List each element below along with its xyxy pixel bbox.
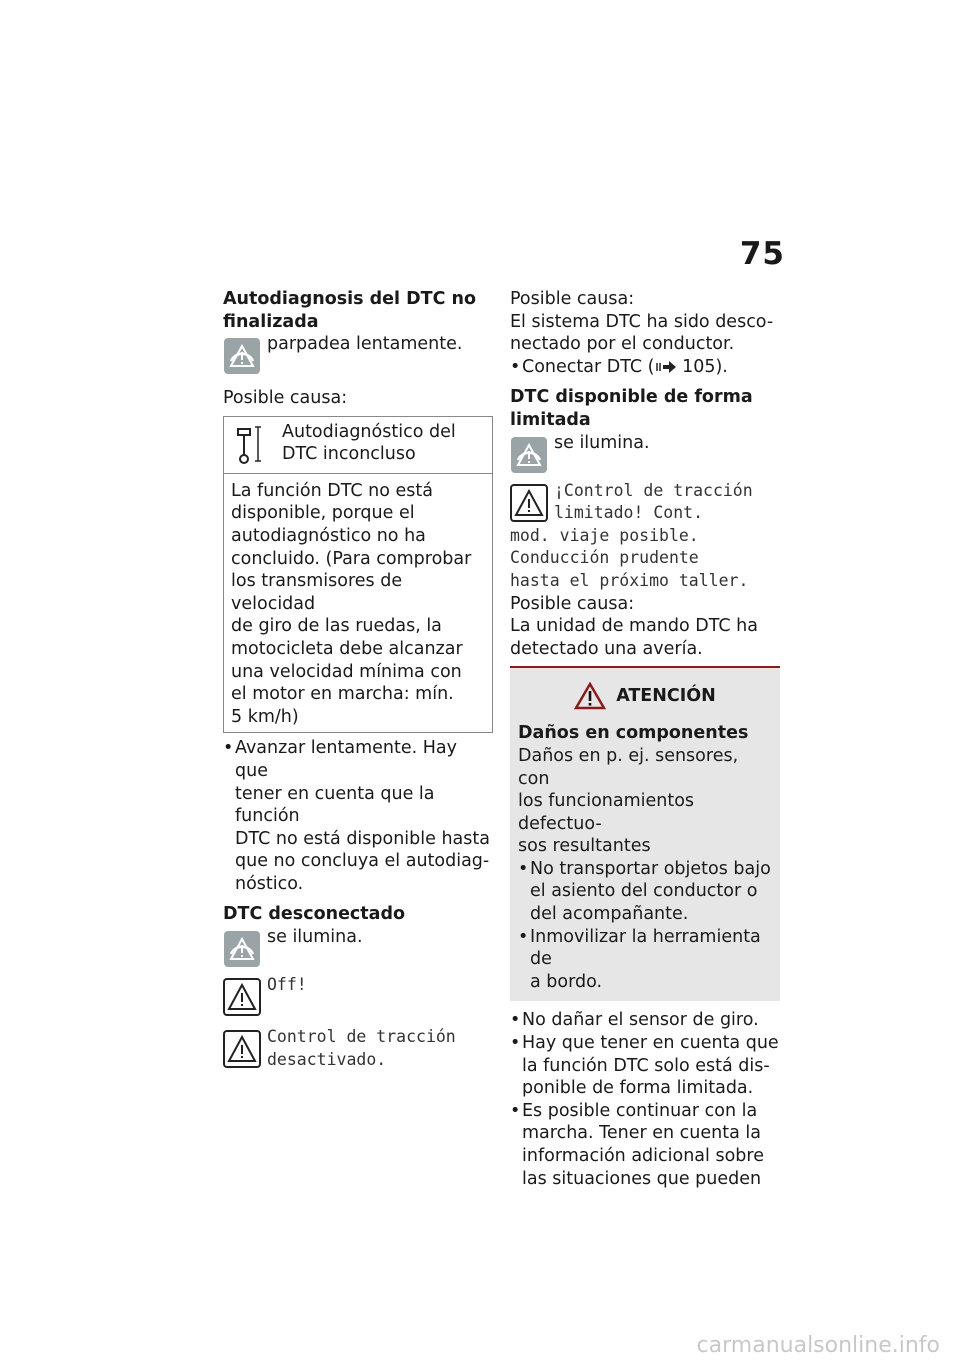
list-item-line: tener en cuenta que la función [235,783,435,827]
display-off-row [223,974,493,1018]
bullet-list [510,356,780,379]
display-line: desactivado. [267,1049,387,1069]
info-box-body [224,474,492,733]
dtc-blink-row [223,333,493,373]
list-item [510,1009,780,1032]
list-item-line: • No transportar objetos bajo [530,858,771,879]
info-box-line: motocicleta debe alcanzar [231,638,463,659]
heading-line: limitada [510,409,591,430]
list-item-line: • Avanzar lentamente. Hay que [235,738,457,781]
list-item [510,1100,780,1190]
info-box-line: autodiagnóstico no ha [231,525,426,546]
list-item [510,1032,780,1100]
warning-line: Daños en p. ej. sensores, con [518,745,739,789]
list-item-line: a bordo. [530,971,603,992]
warning-title [518,682,772,710]
display-line: hasta el próximo taller. [510,570,749,590]
display-line: Control de tracción [267,1027,456,1047]
heading-autodiagnosis [223,288,493,333]
cause-text [510,615,780,660]
warning-subtitle: Daños en componentes [518,723,749,744]
display-limited-row [510,480,780,593]
list-item-line: la función DTC solo está dis- [522,1055,770,1076]
cause-label: Posible causa: [510,593,635,614]
display-text-deactivated [223,1026,493,1071]
cause-line: El sistema DTC ha sido desco- [510,311,774,332]
service-tool-icon [236,423,266,465]
cause-label: Posible causa: [223,388,348,409]
heading-line: DTC disponible de forma [510,387,753,408]
list-item-line: • Inmovilizar la herramienta de [530,926,761,970]
page-reference: 105). [676,356,728,377]
info-box-line: 5 km/h) [231,706,299,727]
dtc-warning-lamp-icon [510,436,548,474]
warning-list [518,858,772,994]
heading-line: Autodiagnosis del DTC no [223,289,477,309]
info-box-title-line: DTC inconcluso [282,444,416,465]
lit-text: se ilumina. [554,432,650,453]
cause-text [510,311,780,356]
list-item [518,926,772,994]
info-box-header [224,417,492,474]
display-line: Conducción prudente [510,548,699,568]
info-box-line: disponible, porque el [231,503,415,524]
bullet-list [510,1009,780,1190]
info-box-line: de giro de las ruedas, la [231,616,442,637]
display-line: mod. viaje posible. [510,525,699,545]
info-box-line: La función DTC no está [231,480,433,501]
list-item [223,737,493,895]
info-box-line: los transmisores de velocidad [231,571,403,614]
list-item-line: • Es posible continuar con la [522,1100,758,1121]
display-line: ¡Control de tracción [554,480,753,500]
warning-title-text: ATENCIÓN [616,686,716,707]
list-item-connect-dtc [510,356,780,379]
dtc-lit-row [510,432,780,472]
warning-box [510,666,780,1001]
dtc-warning-lamp-icon [223,337,261,375]
right-column [510,288,780,1190]
attention-icon [574,682,606,710]
blink-text: parpadea lentamente. [267,334,463,355]
info-box-line: concluido. (Para comprobar [231,548,472,569]
display-deactivated-row [223,1026,493,1071]
left-column [223,288,493,1071]
dtc-lit-row [223,926,493,966]
display-line: limitado! Cont. [554,503,704,523]
display-warning-icon [223,978,261,1016]
page-reference-arrow-icon [655,360,677,374]
page-number: 75 [739,236,785,272]
cause-line: nectado por el conductor. [510,334,735,355]
watermark: carmanualsonline.info [696,1333,940,1358]
list-item-line: • No dañar el sensor de giro. [522,1010,759,1031]
list-item-line: nóstico. [235,873,304,894]
warning-text [518,745,772,858]
info-box-line: una velocidad mínima con [231,661,462,682]
connect-text: Conectar DTC ( [522,356,655,377]
info-box [223,416,493,734]
bullet-list [223,737,493,895]
cause-line: detectado una avería. [510,638,703,659]
list-item-line: las situaciones que pueden [522,1168,762,1189]
dtc-warning-lamp-icon [223,930,261,968]
warning-line: sos resultantes [518,836,651,857]
display-warning-icon [510,484,548,522]
cause-label: Posible causa: [510,289,635,309]
list-item [518,858,772,926]
display-text-off: Off! [267,975,307,995]
cause-line: La unidad de mando DTC ha [510,616,758,637]
list-item-line: información adicional sobre [522,1146,764,1166]
heading-dtc-off: DTC desconectado [223,904,406,925]
warning-line: los funcionamientos defectuo- [518,791,695,834]
list-item-line: DTC no está disponible hasta [235,828,490,849]
info-box-line: el motor en marcha: mín. [231,684,454,705]
list-item-line: ponible de forma limitada. [522,1078,754,1099]
list-item-line: • Hay que tener en cuenta que [522,1033,779,1054]
list-item-line: que no concluya el autodiag- [235,851,490,872]
list-item-line: marcha. Tener en cuenta la [522,1123,761,1144]
heading-dtc-limited [510,386,780,431]
heading-line: finalizada [223,311,319,332]
list-item-line: el asiento del conductor o [530,881,758,902]
display-warning-icon [223,1030,261,1068]
list-item-line: del acompañante. [530,904,689,925]
lit-text: se ilumina. [267,927,363,948]
info-box-title-line: Autodiagnóstico del [282,421,456,442]
